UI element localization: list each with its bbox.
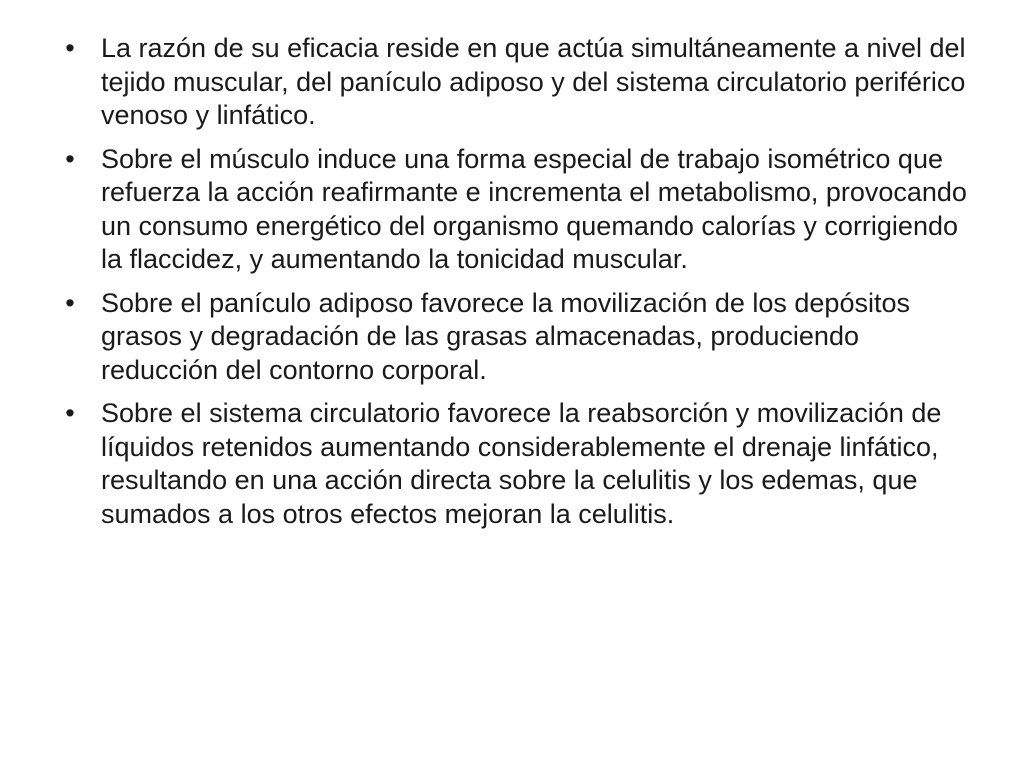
bullet-item <box>56 397 978 531</box>
bullet-item <box>56 32 978 133</box>
bullet-text: Sobre el músculo induce una forma especial de trabajo isométrico que refuerza la acción reafirmante e incrementa el metabolismo, provocando un consumo energético del organismo quemando calorías y corrigiendo la flaccidez, y aumentando la tonicidad muscular. <box>101 143 967 274</box>
bullet-item <box>56 143 978 277</box>
bullet-dot-icon: • <box>65 33 75 63</box>
bullet-list <box>56 32 978 541</box>
bullet-dot-icon: • <box>65 398 75 428</box>
bullet-dot-icon: • <box>65 143 75 174</box>
bullet-text: La razón de su eficacia reside en que actúa simultáneamente a nivel del tejido muscular, del panículo adiposo y del sistema circulatorio periférico venoso y linfático. <box>101 33 966 130</box>
bullet-text: Sobre el panículo adiposo favorece la movilización de los depósitos grasos y degradación de las grasas almacenadas, produciendo reducción del contorno corporal. <box>101 287 910 385</box>
bullet-text: Sobre el sistema circulatorio favorece la reabsorción y movilización de líquidos retenidos aumentando considerablemente el drenaje linfático, resultando en una acción directa sobre la celulitis y los edemas, que sumados a los otros efectos mejoran la celulitis. <box>101 398 942 529</box>
bullet-item <box>56 287 978 388</box>
bullet-dot-icon: • <box>65 287 75 318</box>
